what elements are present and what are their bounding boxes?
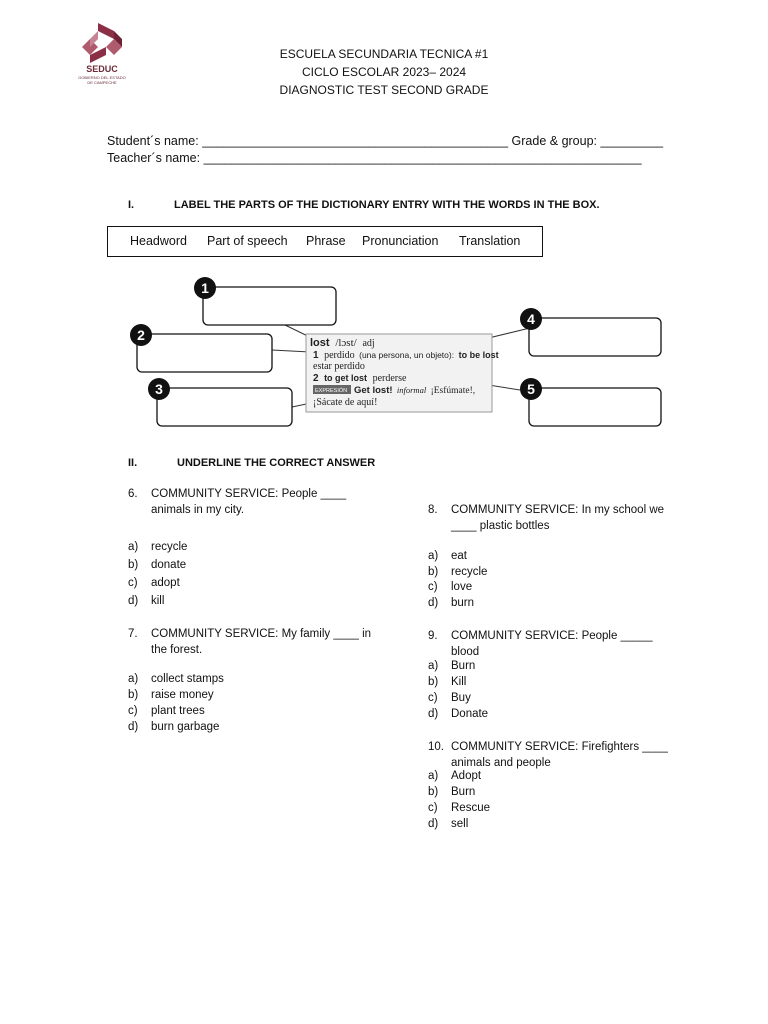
section2-number: II. — [128, 457, 138, 469]
question-9 — [428, 628, 653, 660]
word-pronunciation: Pronunciation — [362, 234, 439, 248]
sense1-translation: estar perdido — [313, 361, 365, 372]
question-number: 9. — [428, 630, 438, 642]
option-8a[interactable]: a) eat — [428, 550, 467, 562]
question-7 — [128, 626, 371, 658]
sense1-text: perdido — [324, 350, 355, 361]
word-translation: Translation — [459, 234, 521, 248]
sense2-translation: perderse — [372, 373, 407, 384]
teacher-name-line: Teacher´s name: _______________________________________________________________ — [107, 151, 642, 165]
question-text-line2: ____ plastic bottles — [451, 520, 550, 532]
question-text-line1: COMMUNITY SERVICE: My family ____ in — [151, 628, 372, 640]
question-6 — [128, 486, 346, 518]
callout-5: 5 — [527, 381, 535, 397]
word-headword: Headword — [130, 234, 187, 248]
sense1-phrase: to be lost — [458, 350, 499, 360]
option-7a[interactable]: a) collect stamps — [128, 673, 224, 685]
option-9b[interactable]: b) Kill — [428, 676, 467, 688]
entry-headword: lost — [310, 337, 330, 349]
expression-translation-1: ¡Esfúmate!, — [430, 386, 476, 396]
answer-box-4[interactable] — [529, 318, 661, 356]
word-phrase: Phrase — [306, 234, 346, 248]
answer-box-3[interactable] — [157, 388, 292, 426]
test-title: DIAGNOSTIC TEST SECOND GRADE — [279, 83, 489, 97]
sense1-number: 1 — [313, 350, 319, 361]
question-text-line1: COMMUNITY SERVICE: People ____ — [151, 488, 347, 500]
option-9c[interactable]: c) Buy — [428, 692, 471, 704]
question-number: 7. — [128, 628, 138, 640]
option-8c[interactable]: c) love — [428, 581, 473, 593]
expression-tag: EXPRESIÓN — [315, 388, 348, 394]
option-9a[interactable]: a) Burn — [428, 660, 476, 672]
student-name-line: Student´s name: ____________________________________________ Grade & group: _________ — [107, 134, 664, 148]
dictionary-entry-diagram — [120, 270, 670, 435]
option-7d[interactable]: d) burn garbage — [128, 721, 220, 733]
svg-text:2 to get lost perderse — [313, 373, 407, 384]
option-6a[interactable]: a) recycle — [128, 541, 188, 553]
question-text-line1: COMMUNITY SERVICE: In my school we — [451, 504, 665, 516]
entry-pos: adj — [362, 338, 375, 349]
entry-pronunciation: /lɔst/ — [335, 337, 357, 349]
question-8 — [428, 502, 664, 534]
section1-title: LABEL THE PARTS OF THE DICTIONARY ENTRY WITH THE WORDS IN THE BOX. — [174, 199, 600, 211]
svg-text:Get lost! informal ¡Es — [354, 385, 475, 396]
option-10a[interactable]: a) Adopt — [428, 770, 482, 782]
expression-translation-2: ¡Sácate de aquí! — [313, 397, 378, 408]
logo-subtitle-1: GOBIERNO DEL ESTADO — [78, 75, 126, 80]
callout-4: 4 — [527, 311, 535, 327]
option-10b[interactable]: b) Burn — [428, 786, 476, 798]
school-name: ESCUELA SECUNDARIA TECNICA #1 — [279, 47, 489, 61]
callout-3: 3 — [155, 381, 163, 397]
question-text-line1: COMMUNITY SERVICE: Firefighters ____ — [451, 741, 668, 753]
expression-phrase: Get lost! — [354, 385, 393, 396]
logo-subtitle-2: DE CAMPECHE — [87, 80, 117, 85]
section2-title: UNDERLINE THE CORRECT ANSWER — [177, 457, 376, 469]
svg-text:1 perdido (una persona — [313, 350, 499, 361]
section1-number: I. — [128, 199, 135, 211]
option-8d[interactable]: d) burn — [428, 597, 475, 609]
word-part-of-speech: Part of speech — [207, 234, 288, 248]
question-text-line2: animals and people — [451, 757, 551, 769]
sense1-note: (una persona, un objeto): — [359, 350, 455, 360]
question-text-line2: animals in my city. — [151, 504, 245, 516]
answer-box-1[interactable] — [203, 287, 336, 325]
option-7b[interactable]: b) raise money — [128, 689, 214, 701]
sense2-number: 2 — [313, 373, 319, 384]
svg-text:lost /lɔst/ adj — [310, 337, 375, 349]
option-10d[interactable]: d) sell — [428, 818, 469, 830]
word-box — [107, 226, 543, 257]
callout-1: 1 — [201, 280, 209, 296]
option-6d[interactable]: d) kill — [128, 595, 165, 607]
logo-name: SEDUC — [86, 64, 118, 74]
callout-2: 2 — [137, 327, 145, 343]
question-number: 10. — [428, 741, 444, 753]
question-text-line1: COMMUNITY SERVICE: People _____ — [451, 630, 653, 642]
question-10 — [428, 739, 668, 771]
question-text-line2: blood — [451, 646, 480, 658]
answer-box-2[interactable] — [137, 334, 272, 372]
option-7c[interactable]: c) plant trees — [128, 705, 205, 717]
expression-style: informal — [396, 385, 427, 395]
option-10c[interactable]: c) Rescue — [428, 802, 490, 814]
question-number: 6. — [128, 488, 138, 500]
question-number: 8. — [428, 504, 438, 516]
answer-box-5[interactable] — [529, 388, 661, 426]
school-year: CICLO ESCOLAR 2023– 2024 — [301, 65, 467, 79]
option-9d[interactable]: d) Donate — [428, 708, 489, 720]
option-8b[interactable]: b) recycle — [428, 566, 488, 578]
option-6b[interactable]: b) donate — [128, 559, 187, 571]
sense2-phrase: to get lost — [324, 373, 368, 383]
option-6c[interactable]: c) adopt — [128, 577, 180, 589]
question-text-line2: the forest. — [151, 644, 203, 656]
